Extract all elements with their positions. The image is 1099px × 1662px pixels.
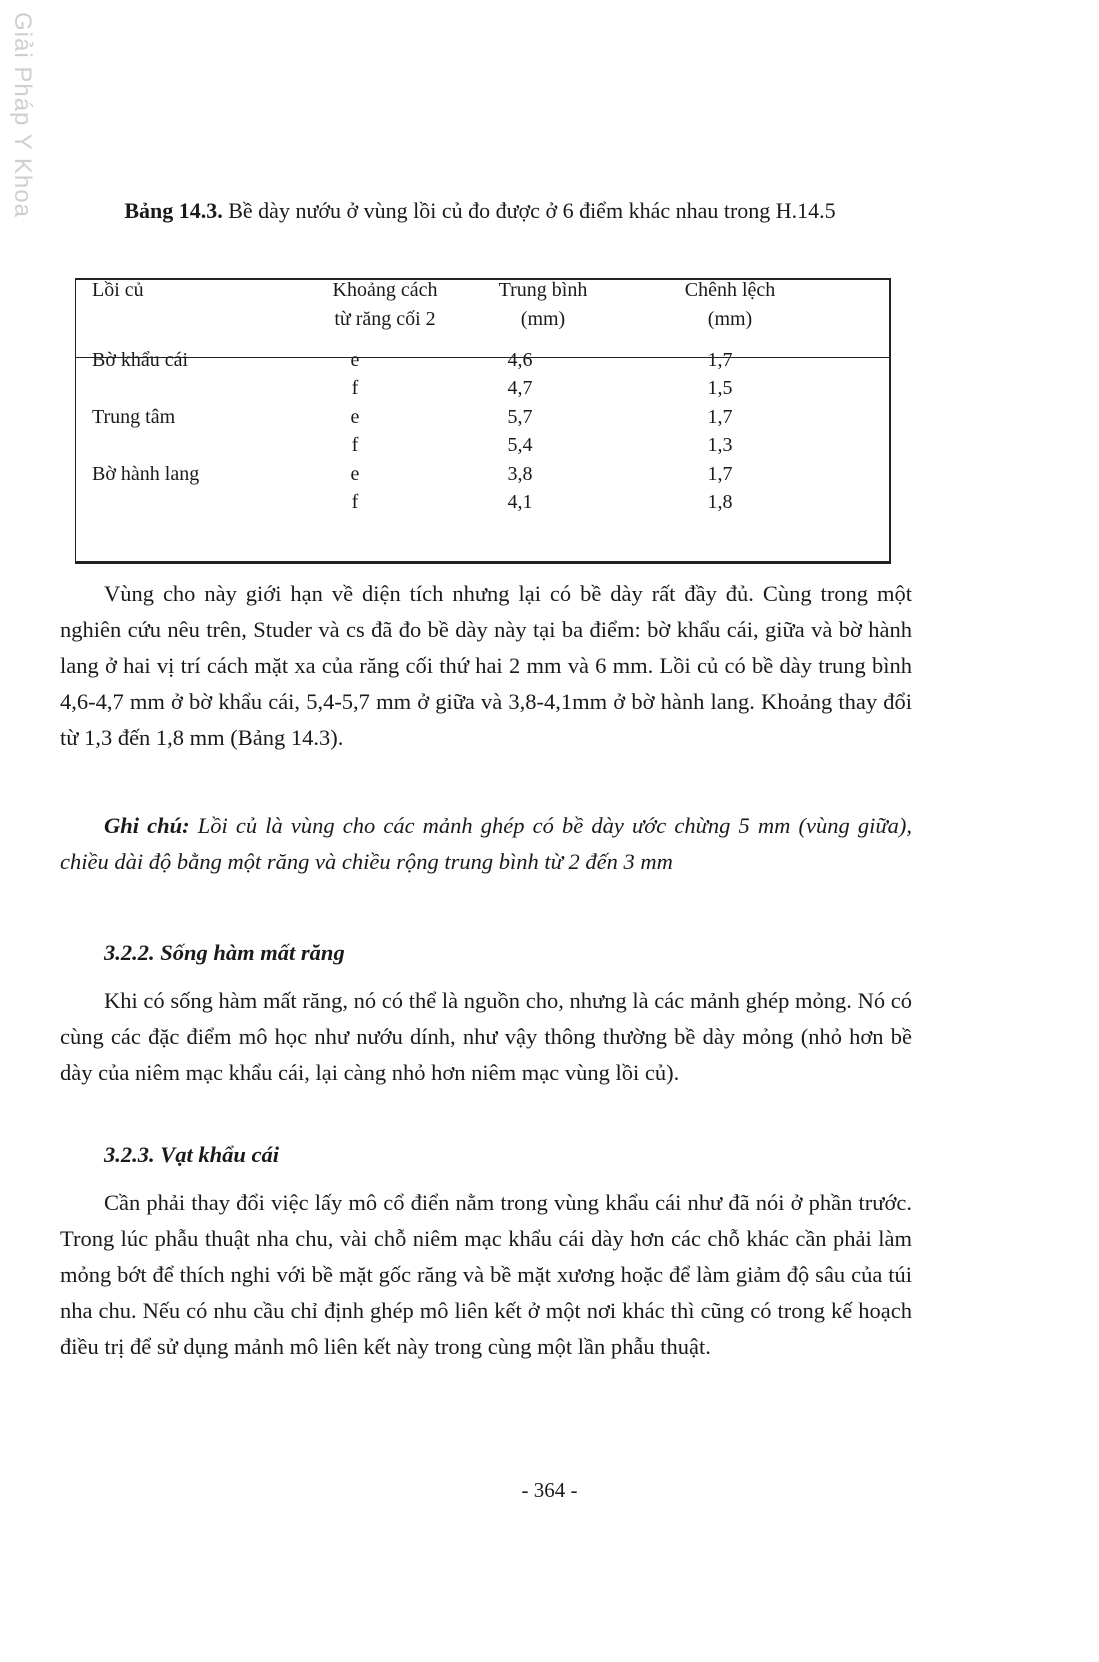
table-cell-distance: e <box>350 349 360 371</box>
body-paragraph-3: Cần phải thay đổi việc lấy mô cổ điển nằm trong vùng khẩu cái như đã nói ở phần trước. Trong lúc phẫu thuật nha chu, vài chỗ niêm mạc khẩu cái dày hơn các chỗ khác cần phải làm mỏng bớt để thích nghi với bề mặt gốc răng và bề mặt xương hoặc để làm giảm độ sâu của túi nha chu. Nếu có nhu cầu chỉ định ghép mô liên kết ở một nơi khác thì cũng có trong kế hoạch điều trị để sử dụng mảnh mô liên kết này trong cùng một lần phẫu thuật. <box>60 1190 912 1359</box>
table-cell-site: Bờ khẩu cái <box>92 349 189 371</box>
table-cell-diff: 1,5 <box>707 377 733 399</box>
table-cell-distance: f <box>351 491 359 513</box>
table-header-site: Lồi củ <box>92 279 144 301</box>
table-cell-mean: 4,7 <box>507 377 533 399</box>
table-cell-diff: 1,7 <box>707 406 733 428</box>
table-cell-diff: 1,8 <box>707 491 733 513</box>
body-paragraph-1: Vùng cho này giới hạn về diện tích nhưng lại có bề dày rất đầy đủ. Cùng trong một nghiên cứu nêu trên, Studer và cs đã đo bề dày này tại ba điểm: bờ khẩu cái, giữa và bờ hành lang ở hai vị trí cách mặt xa của răng cối thứ hai 2 mm và 6 mm. Lồi củ có bề dày trung bình 4,6-4,7 mm ở bờ khẩu cái, 5,4-5,7 mm ở giữa và 3,8-4,1mm ở bờ hành lang. Khoảng thay đổi từ 1,3 đến 1,8 mm (Bảng 14.3). <box>60 581 912 750</box>
table-cell-distance: e <box>350 406 360 428</box>
table-header-diff-line2: (mm) <box>707 308 753 330</box>
table-cell-diff: 1,7 <box>707 349 733 371</box>
body-paragraph-2: Khi có sống hàm mất răng, nó có thể là nguồn cho, nhưng là các mảnh ghép mỏng. Nó có cùng các đặc điểm mô học như nướu dính, như vậy thông thường bề dày mỏng (nhỏ hơn bề dày của niêm mạc khẩu cái, lại càng nhỏ hơn niêm mạc vùng lồi củ). <box>60 988 912 1085</box>
table-cell-distance: f <box>351 434 359 456</box>
table-cell-mean: 5,7 <box>507 406 533 428</box>
table-cell-diff: 1,7 <box>707 463 733 485</box>
table-cell-site: Trung tâm <box>92 406 176 428</box>
table-cell-mean: 4,6 <box>507 349 533 371</box>
table-caption-label: Bảng 14.3. <box>124 198 223 223</box>
table-cell-diff: 1,3 <box>707 434 733 456</box>
table-cell-mean: 4,1 <box>507 491 533 513</box>
table-header-mean-line2: (mm) <box>520 308 566 330</box>
note-label: Ghi chú: <box>104 813 190 838</box>
note-text: Lồi củ là vùng cho các mảnh ghép có bề dày ước chừng 5 mm (vùng giữa), chiều dài độ bằng một răng và chiều rộng trung bình từ 2 đến 3 mm <box>60 813 912 874</box>
table-cell-distance: e <box>350 463 360 485</box>
table-header-distance-line2: từ răng cối 2 <box>334 308 436 330</box>
table-header-diff-line1: Chênh lệch <box>684 279 776 301</box>
table-header-divider <box>75 357 891 358</box>
table-cell-site: Bờ hành lang <box>92 463 200 485</box>
table-header-distance-line1: Khoảng cách <box>332 279 438 301</box>
table-caption-text: Bề dày nướu ở vùng lồi củ đo được ở 6 điểm khác nhau trong H.14.5 <box>222 198 836 223</box>
watermark-text: Giải Pháp Y Khoa <box>9 12 36 218</box>
table-caption <box>60 193 900 229</box>
section-heading-3-2-2: 3.2.2. Sống hàm mất răng <box>104 940 345 965</box>
table-cell-mean: 5,4 <box>507 434 533 456</box>
table-cell-distance: f <box>351 377 359 399</box>
note-paragraph <box>60 808 912 880</box>
table-header-mean-line1: Trung bình <box>498 279 588 301</box>
table-cell-mean: 3,8 <box>507 463 533 485</box>
section-heading-3-2-3: 3.2.3. Vạt khẩu cái <box>104 1142 280 1167</box>
page-number: - 364 - <box>521 1478 578 1502</box>
